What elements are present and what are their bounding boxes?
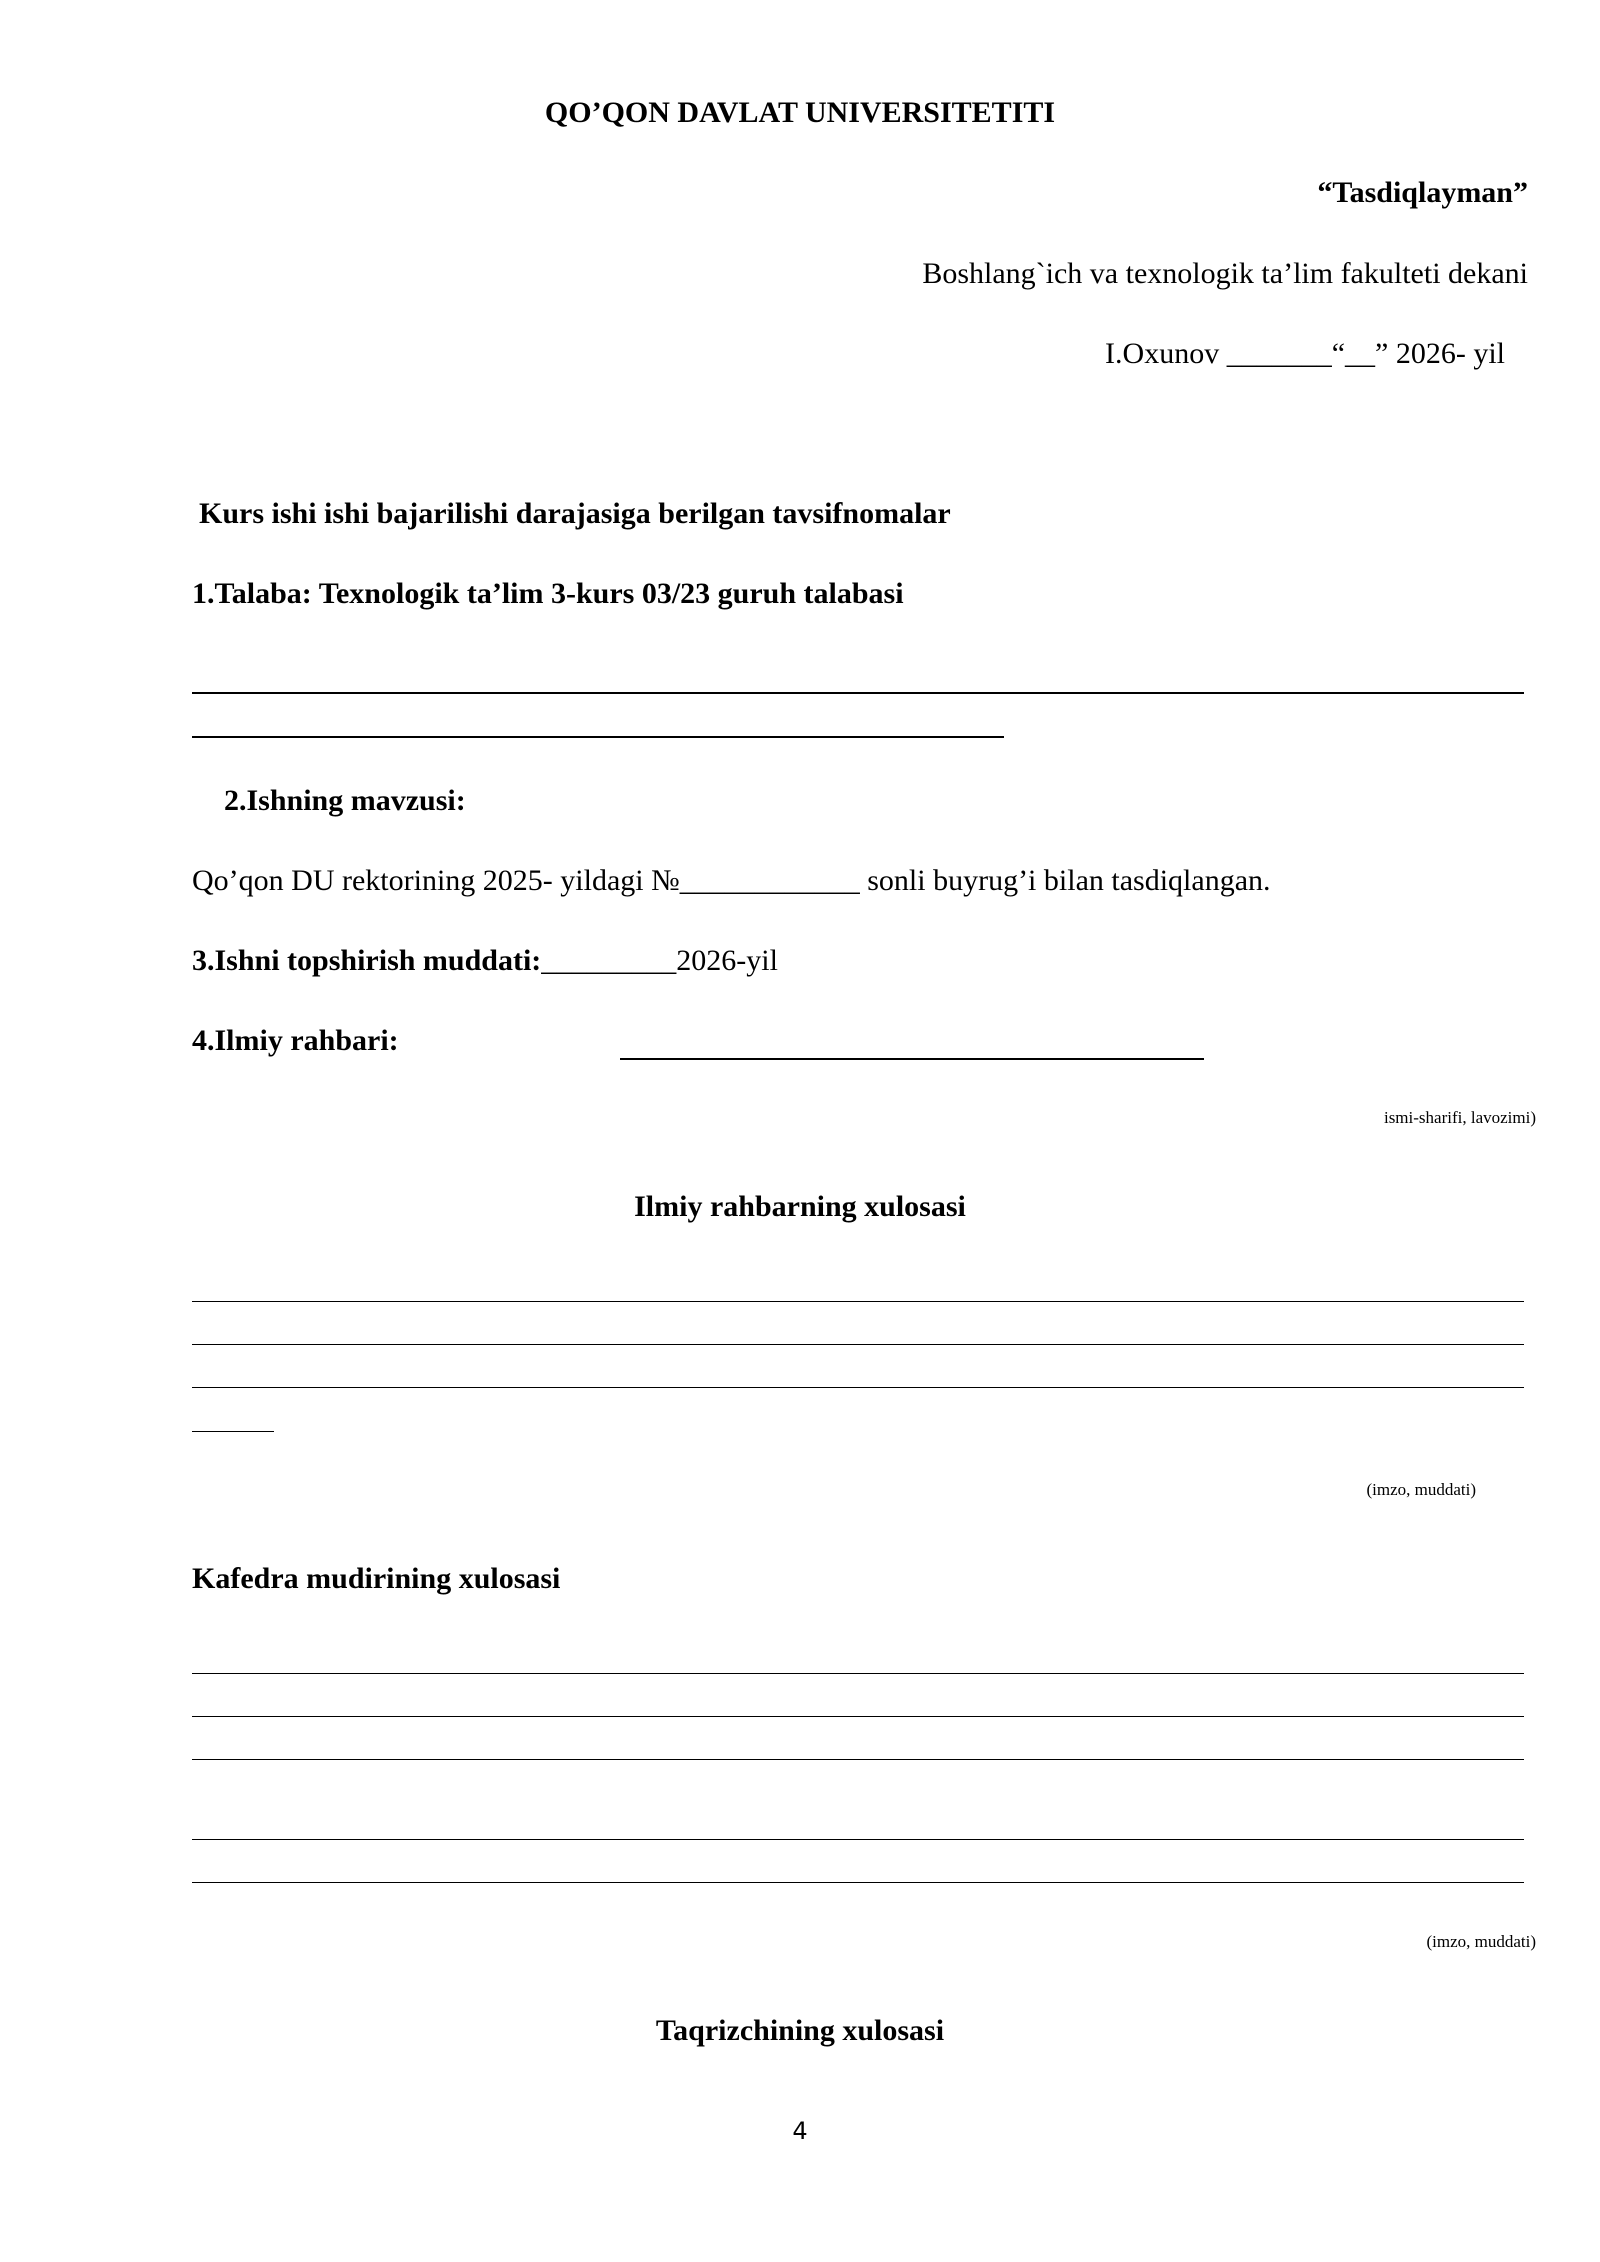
deadline-row (192, 944, 778, 978)
head-conclusion-line-2 (192, 1716, 1524, 1717)
supervisor-conclusion-line-1 (192, 1301, 1524, 1302)
supervisor-conclusion-line-4 (192, 1431, 274, 1432)
supervisor-name-line (620, 1058, 1204, 1060)
supervisor-caption: ismi-sharifi, lavozimi) (1383, 1108, 1536, 1127)
supervisor-label: 4.Ilmiy rahbari: (192, 1024, 399, 1057)
order-prefix: Qo’qon DU rektorining 2025- yildagi №____________ (192, 864, 860, 897)
dean-signature-line: I.Oxunov _______“__” 2026- yil (1105, 337, 1505, 370)
dean-title: Boshlang`ich va texnologik ta’lim fakulteti dekani (922, 257, 1528, 290)
supervisor-conclusion-title: Ilmiy rahbarning xulosasi (634, 1190, 966, 1223)
head-signature-caption: (imzo, muddati) (1426, 1932, 1536, 1951)
head-conclusion-line-1 (192, 1673, 1524, 1674)
approve-label: “Tasdiqlayman” (1317, 176, 1528, 209)
deadline-value: _________2026-yil (541, 944, 778, 977)
student-info: 1.Talaba: Texnologik ta’lim 3-kurs 03/23 guruh talabasi (192, 577, 904, 610)
order-text (192, 864, 1271, 898)
supervisor-signature-caption: (imzo, muddati) (1366, 1480, 1476, 1499)
page-number: 4 (792, 2117, 808, 2145)
supervisor-conclusion-line-3 (192, 1387, 1524, 1388)
student-name-line-2 (192, 736, 1004, 738)
supervisor-conclusion-line-2 (192, 1344, 1524, 1345)
head-conclusion-line-5 (192, 1882, 1524, 1883)
topic-label: 2.Ishning mavzusi: (224, 784, 466, 817)
head-conclusion-title: Kafedra mudirining xulosasi (192, 1562, 561, 1595)
order-suffix: sonli buyrug’i bilan tasdiqlangan. (859, 864, 1271, 897)
student-name-line-1 (192, 692, 1524, 694)
head-conclusion-line-3 (192, 1759, 1524, 1760)
university-title: QO’QON DAVLAT UNIVERSITETITI (544, 96, 1056, 129)
deadline-label: 3.Ishni topshirish muddati: (192, 944, 542, 977)
head-conclusion-line-4 (192, 1839, 1524, 1840)
section-title: Kurs ishi ishi bajarilishi darajasiga berilgan tavsifnomalar (199, 497, 951, 530)
reviewer-conclusion-title: Taqrizchining xulosasi (655, 2014, 945, 2047)
